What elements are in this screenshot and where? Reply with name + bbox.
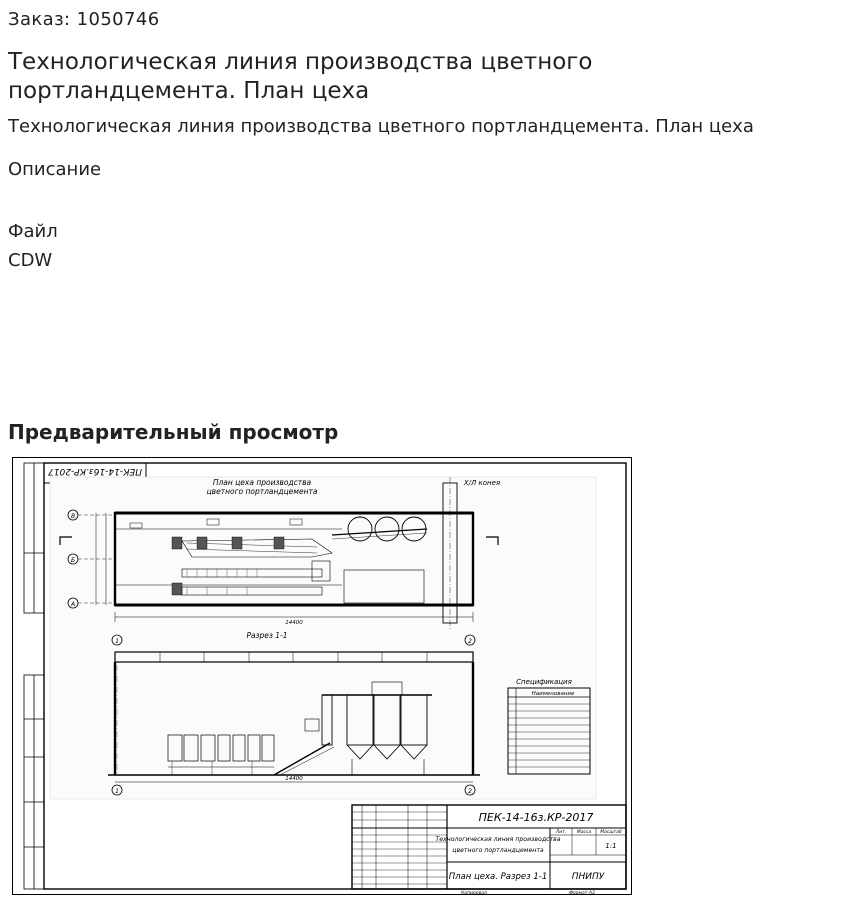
svg-text:В: В: [70, 513, 76, 520]
svg-text:1: 1: [115, 788, 119, 795]
tb-title-2: цветного портландцемента: [452, 847, 544, 854]
spec-title: Спецификация: [516, 678, 572, 686]
drawing-preview[interactable]: [12, 457, 632, 895]
svg-text:14400: 14400: [285, 620, 303, 626]
svg-text:1:1: 1:1: [605, 842, 617, 850]
plan-title-2: цветного портландцемента: [206, 487, 318, 496]
tb-org: ПНИПУ: [571, 872, 605, 882]
svg-text:Лит.: Лит.: [555, 830, 567, 835]
page-subtitle: Технологическая линия производства цветного портландцемента. План цеха: [8, 116, 754, 137]
order-number: Заказ: 1050746: [8, 9, 160, 30]
file-label: Файл: [8, 221, 58, 242]
svg-text:Наименование: Наименование: [531, 691, 575, 697]
tb-code: ПЕК-14-16з.КР-2017: [478, 811, 594, 824]
svg-text:Масштаб: Масштаб: [600, 830, 622, 835]
svg-text:2: 2: [468, 788, 472, 795]
svg-text:А: А: [70, 601, 76, 608]
description-label: Описание: [8, 159, 102, 180]
svg-text:2: 2: [468, 638, 472, 645]
svg-text:Копировал: Копировал: [461, 891, 487, 895]
svg-text:Формат А3: Формат А3: [569, 891, 595, 895]
section-title: Разрез 1-1: [246, 631, 288, 640]
page-title: Технологическая линия производства цветного портландцемента. План цеха: [8, 49, 593, 104]
svg-text:Б: Б: [70, 557, 76, 564]
preview-heading: Предварительный просмотр: [8, 420, 339, 444]
file-format: CDW: [8, 250, 53, 271]
svg-text:14400: 14400: [285, 776, 303, 782]
svg-text:ПЕК-14-16з.КР-2017: ПЕК-14-16з.КР-2017: [48, 466, 142, 476]
svg-text:1: 1: [115, 638, 119, 645]
tb-sheet-name: План цеха. Разрез 1-1: [448, 872, 548, 882]
ku-label: Х/Л конея: [463, 479, 501, 487]
tb-title-1: Технологическая линия производства: [435, 836, 561, 843]
plan-title-1: План цеха производства: [212, 478, 312, 487]
svg-text:Масса: Масса: [576, 830, 592, 835]
